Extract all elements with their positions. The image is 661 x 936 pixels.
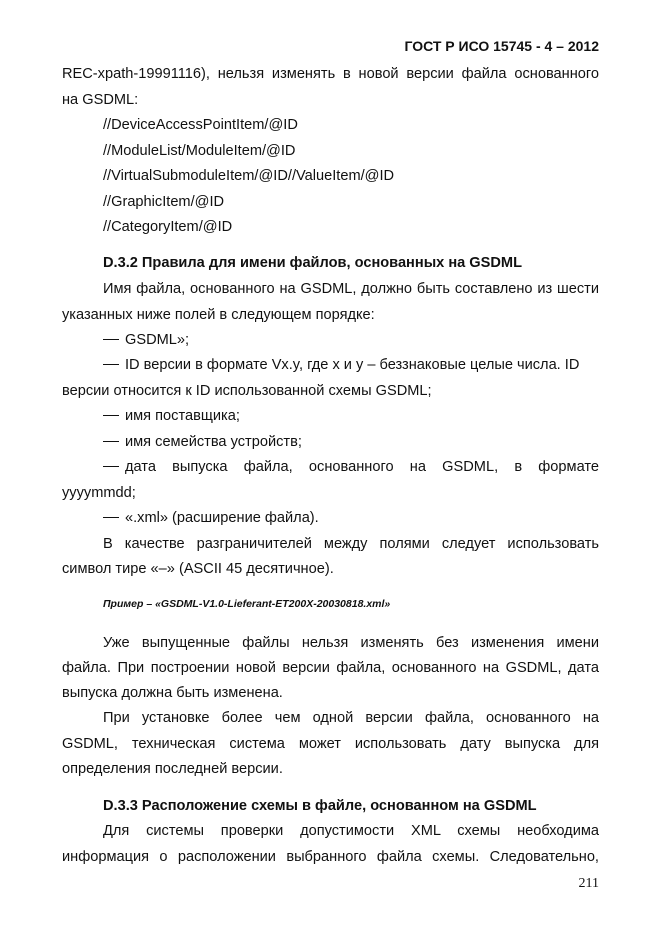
dash-marker	[103, 364, 119, 365]
dash-marker	[103, 466, 119, 467]
list-item-continuation: yyyymmdd;	[62, 485, 136, 501]
paragraph-line: Уже выпущенные файлы нельзя изменять без изменения имени	[103, 635, 599, 651]
list-item: имя поставщика;	[103, 407, 599, 425]
list-item: GSDML»;	[103, 331, 599, 349]
list-item: «.xml» (расширение файла).	[103, 509, 599, 527]
dash-marker	[103, 339, 119, 340]
list-item-continuation: версии относится к ID использованной схемы GSDML;	[62, 383, 432, 399]
paragraph-line: При установке более чем одной версии файла, основанного на	[103, 710, 599, 726]
list-item: дата выпуска файла, основанного на GSDML, в формате	[103, 458, 599, 476]
intro-line: на GSDML:	[62, 92, 139, 108]
paragraph-line: GSDML, техническая система может использовать дату выпуска для	[62, 736, 599, 752]
xpath-item: //GraphicItem/@ID	[103, 194, 225, 210]
intro-line: REC-xpath-19991116), нельзя изменять в новой версии файла основанного	[62, 66, 599, 82]
section-heading-d32: D.3.2 Правила для имени файлов, основанных на GSDML	[103, 255, 523, 271]
paragraph-line: информация о расположении выбранного файла схемы. Следовательно,	[62, 849, 599, 865]
dash-marker	[103, 517, 119, 518]
page-number: 211	[578, 876, 599, 891]
paragraph-line: символ тире «–» (ASCII 45 десятичное).	[62, 561, 334, 577]
paragraph-line: файла. При построении новой версии файла, основанного на GSDML, дата	[62, 660, 599, 676]
document-header: ГОСТ Р ИСО 15745 - 4 – 2012	[404, 38, 599, 54]
paragraph-line: В качестве разграничителей между полями следует использовать	[103, 536, 599, 552]
list-item: ID версии в формате Vx.y, где x и y – беззнаковые целые числа. ID	[103, 356, 599, 374]
xpath-item: //VirtualSubmoduleItem/@ID//ValueItem/@ID	[103, 168, 395, 184]
paragraph-line: выпуска должна быть изменена.	[62, 685, 283, 701]
list-item: имя семейства устройств;	[103, 433, 599, 451]
paragraph-line: указанных ниже полей в следующем порядке:	[62, 307, 375, 323]
xpath-item: //ModuleList/ModuleItem/@ID	[103, 143, 296, 159]
paragraph-line: Для системы проверки допустимости XML схемы необходима	[103, 823, 599, 839]
example-note: Пример – «GSDML-V1.0-Lieferant-ET200X-20030818.xml»	[103, 598, 391, 610]
dash-marker	[103, 441, 119, 442]
paragraph-line: определения последней версии.	[62, 761, 283, 777]
xpath-item: //CategoryItem/@ID	[103, 219, 233, 235]
paragraph-line: Имя файла, основанного на GSDML, должно быть составлено из шести	[103, 281, 599, 297]
dash-marker	[103, 415, 119, 416]
xpath-item: //DeviceAccessPointItem/@ID	[103, 117, 298, 133]
section-heading-d33: D.3.3 Расположение схемы в файле, основанном на GSDML	[103, 798, 537, 814]
